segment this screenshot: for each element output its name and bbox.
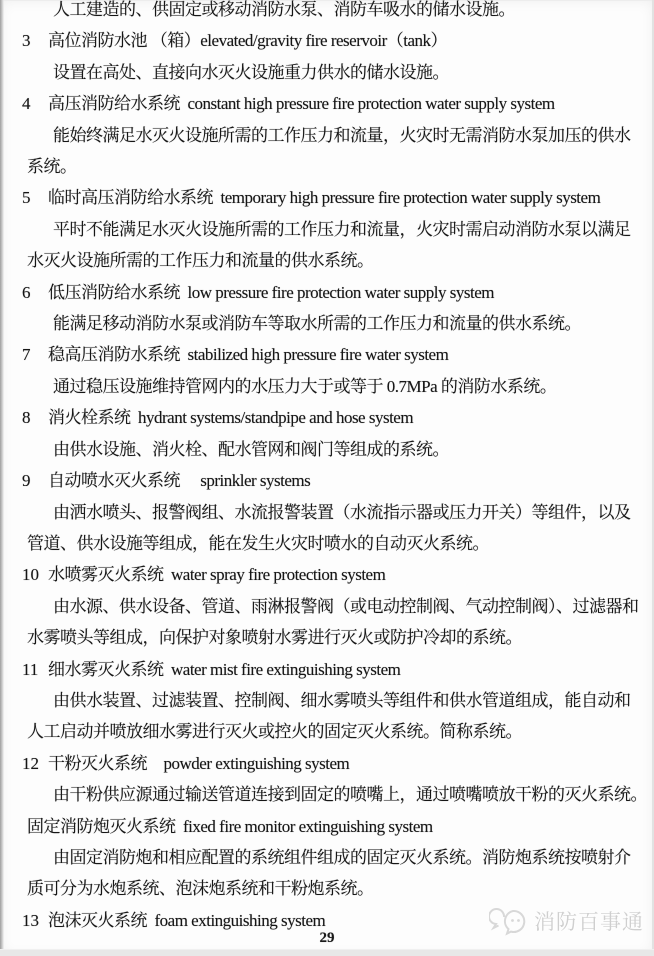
glossary-entry-line <box>0 88 654 119</box>
page-number: 29 <box>319 930 335 946</box>
glossary-entry-line <box>0 339 654 370</box>
glossary-text-line <box>0 811 654 842</box>
entry-number: 6 <box>22 282 31 302</box>
line-text: 水喷雾灭火系统 water spray fire protection system <box>48 565 386 585</box>
glossary-entry-line <box>0 25 654 56</box>
glossary-text-line <box>0 245 654 276</box>
entry-number: 4 <box>22 94 31 114</box>
line-text: 由水源、供水设备、管道、雨淋报警阀（或电动控制阀、气动控制阀）、过滤器和 <box>53 596 639 616</box>
line-text: 人工建造的、供固定或移动消防水泵、消防车吸水的储水设施。 <box>53 0 515 19</box>
line-text: 泡沫灭火系统 foam extinguishing system <box>48 910 326 930</box>
line-text: 高位消防水池 （箱）elevated/gravity fire reservoir（tank） <box>48 31 448 51</box>
entry-number: 5 <box>22 188 31 208</box>
glossary-entry-line <box>0 748 654 779</box>
line-text: 平时不能满足水灭火设施所需的工作压力和流量，火灾时需启动消防水泵以满足 <box>53 219 631 239</box>
glossary-text-line <box>0 308 654 339</box>
line-text: 自动喷水灭火系统 sprinkler systems <box>48 471 311 491</box>
line-text: 能始终满足水灭火设施所需的工作压力和流量，火灾时无需消防水泵加压的供水 <box>53 125 631 145</box>
watermark-text: 消防百事通 <box>534 910 644 934</box>
line-text: 细水雾灭火系统 water mist fire extinguishing system <box>48 659 401 679</box>
glossary-text-line <box>0 497 654 528</box>
line-text: 临时高压消防给水系统 temporary high pressure fire protection water supply system <box>48 188 601 208</box>
entry-number: 11 <box>22 659 39 679</box>
glossary-text-line <box>0 591 654 622</box>
line-text: 消火栓系统 hydrant systems/standpipe and hose system <box>48 408 414 428</box>
line-text: 管道、供水设施等组成，能在发生火灾时喷水的自动灭火系统。 <box>27 533 489 553</box>
glossary-entry-line <box>0 559 654 590</box>
line-text: 设置在高处、直接向水灭火设施重力供水的储水设施。 <box>53 62 449 82</box>
glossary-text-line <box>0 120 654 151</box>
line-text: 由供水设施、消火栓、配水管网和阀门等组成的系统。 <box>53 439 449 459</box>
line-text: 水雾喷头等组成，向保护对象喷射水雾进行灭火或防护冷却的系统。 <box>27 628 522 648</box>
page-edge-bottom <box>0 949 654 956</box>
line-text: 由洒水喷头、报警阀组、水流报警装置（水流指示器或压力开关）等组件，以及 <box>53 502 631 522</box>
entry-number: 13 <box>22 910 39 930</box>
line-text: 固定消防炮灭火系统 fixed fire monitor extinguishing system <box>27 816 433 836</box>
line-text: 由固定消防炮和相应配置的系统组件组成的固定灭火系统。消防炮系统按喷射介 <box>53 847 631 867</box>
line-text: 低压消防给水系统 low pressure fire protection water supply system <box>48 282 494 302</box>
glossary-entry-line <box>0 402 654 433</box>
glossary-entry-line <box>0 654 654 685</box>
line-text: 由供水装置、过滤装置、控制阀、细水雾喷头等组件和供水管道组成，能自动和 <box>53 690 631 710</box>
entry-number: 12 <box>22 753 39 773</box>
entry-number: 10 <box>22 565 39 585</box>
line-text: 水灭火设施所需的工作压力和流量的供水系统。 <box>27 251 374 271</box>
entry-number: 3 <box>22 31 31 51</box>
line-text: 质可分为水炮系统、泡沫炮系统和干粉炮系统。 <box>27 879 374 899</box>
line-text: 稳高压消防水系统 stabilized high pressure fire water system <box>48 345 449 365</box>
glossary-text-line <box>0 434 654 465</box>
line-text: 系统。 <box>27 157 77 177</box>
line-text: 由干粉供应源通过输送管道连接到固定的喷嘴上，通过喷嘴喷放干粉的灭火系统。 <box>53 785 647 805</box>
glossary-text-line <box>0 779 654 810</box>
entry-number: 7 <box>22 345 31 365</box>
glossary-text-line <box>0 0 654 25</box>
line-text: 干粉灭火系统 powder extinguishing system <box>48 753 350 773</box>
glossary-text-line <box>0 151 654 182</box>
glossary-entry-line <box>0 182 654 213</box>
glossary-text-line <box>0 716 654 747</box>
line-text: 通过稳压设施维持管网内的水压力大于或等于 0.7MPa 的消防水系统。 <box>53 376 557 396</box>
line-text: 人工启动并喷放细水雾进行灭火或控火的固定灭火系统。简称系统。 <box>27 722 522 742</box>
line-text: 能满足移动消防水泵或消防车等取水所需的工作压力和流量的供水系统。 <box>53 314 581 334</box>
glossary-text-line <box>0 685 654 716</box>
glossary-text-line <box>0 873 654 904</box>
glossary-entry-line <box>0 465 654 496</box>
glossary-text-line <box>0 57 654 88</box>
entry-number: 9 <box>22 471 31 491</box>
glossary-text-line <box>0 214 654 245</box>
glossary-text-line <box>0 622 654 653</box>
entry-number: 8 <box>22 408 31 428</box>
glossary-text-line <box>0 842 654 873</box>
glossary-text-line <box>0 528 654 559</box>
line-text: 高压消防给水系统 constant high pressure fire protection water supply system <box>48 94 555 114</box>
glossary-entry-line <box>0 277 654 308</box>
glossary-text-line <box>0 371 654 402</box>
